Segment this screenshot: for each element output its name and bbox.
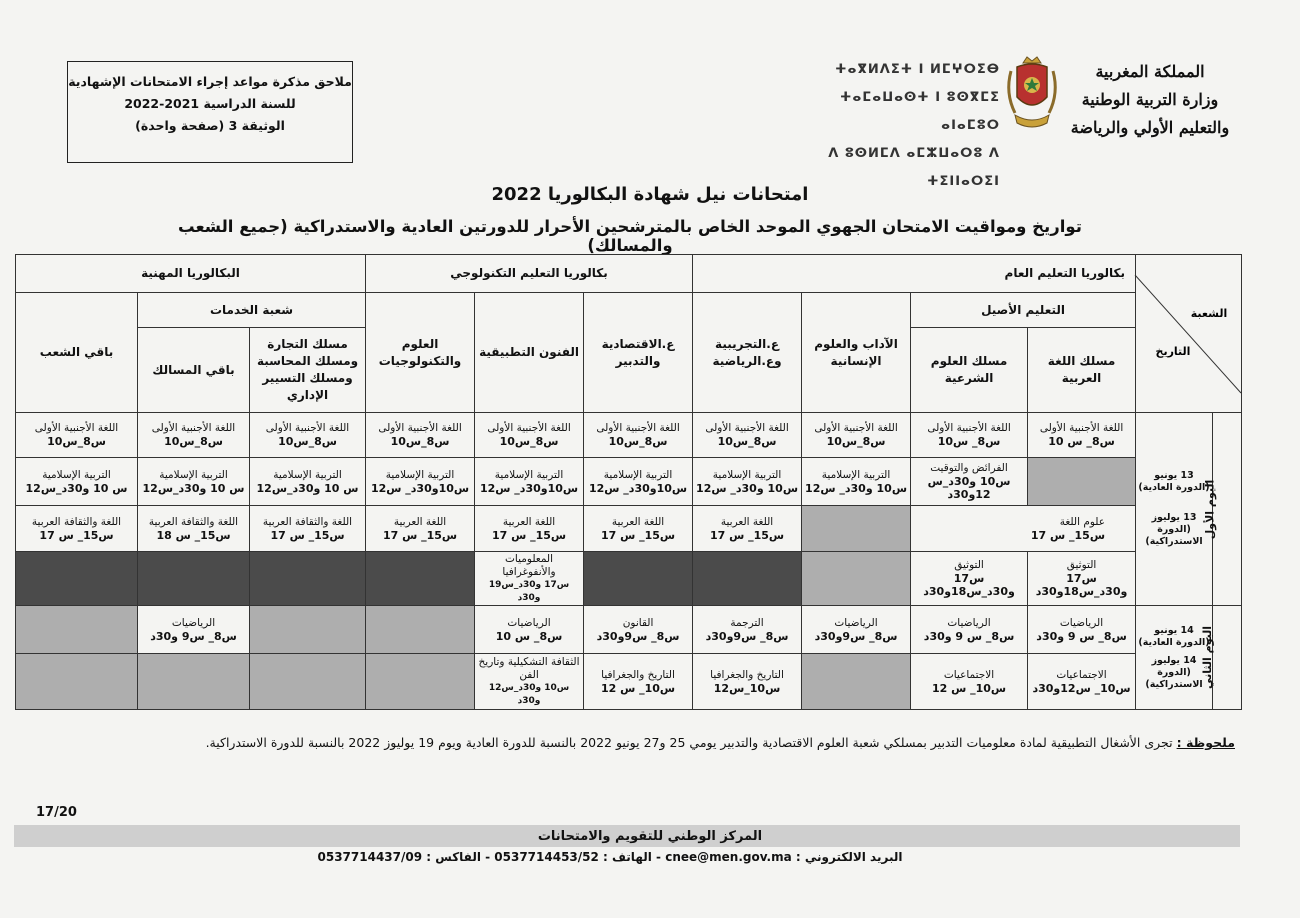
empty-shaded-cell — [16, 606, 138, 654]
subject: الفرائض والتوقيت — [930, 462, 1008, 474]
time: س 10 و30د_س12 — [25, 481, 128, 495]
subject: اللغة الأجنبية الأولى — [705, 422, 789, 434]
table-cell — [475, 654, 584, 710]
table-cell — [802, 606, 911, 654]
time: س 10 و30د_س12 — [256, 481, 359, 495]
table-cell — [475, 606, 584, 654]
empty-shaded-cell — [802, 506, 911, 552]
group-general: بكالوريا التعليم العام — [693, 255, 1136, 293]
subject: التربية الإسلامية — [821, 468, 891, 481]
subject: التربية الإسلامية — [42, 468, 111, 481]
empty-shaded-cell — [802, 552, 911, 606]
table-cell — [584, 413, 693, 458]
time: س10_ س12و30د — [1032, 681, 1131, 695]
ar-line-1: المملكة المغربية — [1095, 62, 1205, 81]
subject: الثقافة التشكيلية وتاريخ الفن — [478, 655, 580, 681]
time: س8_س10 — [499, 435, 559, 448]
table-cell — [584, 506, 693, 552]
empty-dark-cell — [584, 552, 693, 606]
table-cell — [1028, 413, 1136, 458]
tz-line-2: ⵜⴰⵎⴰⵡⴰⵙⵜ ⵏ ⵓⵙⴳⵎⵉ ⴰⵏⴰⵎⵓⵔ — [839, 90, 1000, 133]
ar-line-2: وزارة التربية الوطنية — [1081, 90, 1219, 109]
ministry-name-tifinagh — [820, 56, 1000, 196]
table-row — [16, 552, 1242, 606]
time: س8_ س 9 و30د — [923, 629, 1015, 643]
subject: اللغة الأجنبية الأولى — [487, 422, 571, 434]
table-cell — [475, 413, 584, 458]
subject: التاريخ والجغرافيا — [710, 668, 784, 681]
subject: اللغة الأجنبية الأولى — [596, 422, 680, 434]
col-header-5: ع.الاقتصادية والتدبير — [584, 293, 693, 413]
time: س15_ س 17 — [709, 528, 785, 542]
table-cell — [693, 606, 802, 654]
table-cell — [475, 552, 584, 606]
empty-shaded-cell — [802, 654, 911, 710]
time: س15_ س 17 — [270, 528, 345, 542]
col-header-3: الآداب والعلوم الإنسانية — [802, 293, 911, 413]
time: س8_س10 — [826, 435, 886, 448]
time: س10 و30د_س 12و30د — [927, 475, 1011, 501]
empty-shaded-cell — [366, 606, 475, 654]
empty-dark-cell — [138, 552, 250, 606]
note-text: تجرى الأشغال التطبيقية لمادة معلوميات التدبير بمسلكي شعبة العلوم الاقتصادية والتدبير يومي 25 و27 يونيو 2022 بالنسبة للدورة العادية ويوم 19 يوليوز 2022 بالنسبة للدورة الاستدراكية. — [205, 735, 1173, 750]
table-cell — [138, 506, 250, 552]
empty-dark-cell — [366, 552, 475, 606]
document-info-box — [67, 61, 353, 163]
col-header-8: مسلك التجارة ومسلك المحاسبة ومسلك التسيير الإداري — [250, 328, 366, 413]
subject: اللغة الأجنبية الأولى — [1039, 422, 1124, 434]
subject: الترجمة — [730, 616, 764, 629]
table-cell — [366, 506, 475, 552]
day1-label-cell — [1202, 413, 1242, 606]
table-row — [16, 654, 1242, 710]
subject: الاجتماعيات — [1056, 668, 1107, 681]
time: س8_ س 10 — [495, 629, 563, 643]
time: س15_ س 17 — [1030, 528, 1106, 542]
subject: اللغة العربية — [393, 515, 447, 528]
table-cell — [911, 413, 1028, 458]
subject: التربية الإسلامية — [385, 468, 455, 481]
table-cell — [584, 606, 693, 654]
time: س15_ س 17 — [600, 528, 676, 542]
table-cell — [250, 506, 366, 552]
time: س8_س10 — [47, 435, 106, 448]
table-cell — [1028, 552, 1136, 606]
time: س10_س12 — [713, 681, 781, 695]
time: س8_ س9و30د — [705, 629, 789, 643]
note — [55, 733, 1235, 753]
subject: التربية الإسلامية — [712, 468, 782, 481]
time: س15_ س 17 — [39, 528, 114, 542]
table-cell — [1028, 606, 1136, 654]
subject: اللغة الأجنبية الأولى — [151, 422, 236, 434]
time: س10 و30د_ س12 — [696, 481, 798, 495]
table-cell — [475, 458, 584, 506]
info-line-2: للسنة الدراسية 2021-2022 — [124, 96, 296, 111]
page-number: 17/20 — [36, 805, 77, 820]
subject: الرياضيات — [947, 616, 991, 629]
corner-bottom-label: التاريخ — [1155, 344, 1191, 358]
time: س15_ س 17 — [491, 528, 567, 542]
table-cell — [693, 413, 802, 458]
subject: اللغة الأجنبية الأولى — [34, 422, 119, 434]
tz-line-1: ⵜⴰⴳⵍⴷⵉⵜ ⵏ ⵍⵎⵖⵔⵉⴱ — [835, 62, 1000, 77]
table-cell — [802, 413, 911, 458]
day1-date-makeup: 13 يوليوز (الدورة الاستدراكية) — [1145, 512, 1203, 547]
time: س15_ س 17 — [382, 528, 458, 542]
day2-date-regular: 14 يونيو (الدورة العادية) — [1138, 624, 1210, 648]
note-label: ملحوظة : — [1176, 735, 1235, 750]
subject: اللغة العربية — [502, 515, 556, 528]
subject: الرياضيات — [171, 616, 216, 629]
table-cell — [250, 458, 366, 506]
corner-top-label: الشعبة — [1190, 306, 1228, 320]
subject: اللغة العربية — [720, 515, 774, 528]
subject: الرياضيات — [1059, 616, 1104, 629]
page-title: امتحانات نيل شهادة البكالوريا 2022 — [491, 184, 809, 205]
time: س10_ س 12 — [931, 681, 1007, 695]
time: س10 و30د_ س12 — [805, 481, 907, 495]
time: س 10 و30د_س12 — [142, 481, 245, 495]
col-header-7: العلوم والتكنولوجيات — [366, 293, 475, 413]
time: س10 و30د_س12 و30د — [488, 682, 570, 706]
time: س8_ س 10 — [1048, 435, 1115, 448]
time: س8_ س9و30د — [814, 629, 898, 643]
subject: التربية الإسلامية — [273, 468, 342, 481]
table-cell — [693, 458, 802, 506]
col-header-6: الفنون التطبيقية — [475, 293, 584, 413]
subject: التربية الإسلامية — [494, 468, 564, 481]
subject: اللغة الأجنبية الأولى — [378, 422, 462, 434]
time: س8_ س9و30د — [596, 629, 680, 643]
empty-shaded-cell — [366, 654, 475, 710]
empty-shaded-cell — [1028, 458, 1136, 506]
time: س10_ س 12 — [600, 681, 676, 695]
table-cell — [693, 654, 802, 710]
day1-label: اليوم الأول — [1202, 479, 1216, 539]
table-cell — [16, 458, 138, 506]
subject: اللغة والثقافة العربية — [148, 515, 239, 528]
time: س8_س10 — [278, 435, 337, 448]
table-cell — [16, 413, 138, 458]
day1-date-regular: 13 يونيو (الدورة العادية) — [1138, 470, 1210, 493]
subgroup-aseel: التعليم الأصيل — [911, 293, 1136, 328]
table-cell — [250, 413, 366, 458]
col-header-1: مسلك اللغة العربية — [1028, 328, 1136, 413]
group-vocational: البكالوريا المهنية — [16, 255, 366, 293]
time: س10و30د_ س12 — [588, 481, 688, 495]
subject: اللغة والثقافة العربية — [262, 515, 353, 528]
subject: التاريخ والجغرافيا — [601, 668, 675, 681]
empty-dark-cell — [250, 552, 366, 606]
subject: التوثيق — [1066, 559, 1097, 571]
info-line-3: الوثيقة 3 (صفحة واحدة) — [135, 118, 285, 133]
table-cell — [911, 506, 1136, 552]
time: س8_س10 — [164, 435, 223, 448]
subject: القانون — [622, 616, 654, 629]
table-cell — [584, 458, 693, 506]
empty-shaded-cell — [250, 654, 366, 710]
empty-shaded-cell — [250, 606, 366, 654]
table-cell — [584, 654, 693, 710]
day2-label: اليوم الثاني — [1201, 626, 1215, 689]
subject: اللغة الأجنبية الأولى — [814, 422, 898, 434]
subject: اللغة الأجنبية الأولى — [927, 422, 1011, 434]
col-header-4: ع.التجريبية وع.الرياضية — [693, 293, 802, 413]
table-cell — [138, 413, 250, 458]
subject: التربية الإسلامية — [603, 468, 673, 481]
table-row — [16, 506, 1242, 552]
subject: اللغة والثقافة العربية — [31, 515, 122, 528]
corner-cell — [1136, 255, 1242, 413]
time: س17 و30د_س18و30د — [1035, 572, 1128, 598]
table-cell — [911, 606, 1028, 654]
footer-contact: البريد الالكتروني : cnee@men.gov.ma - الهاتف : 0537714453/52 - الفاكس : 0537714437/09 — [317, 850, 903, 864]
table-cell — [693, 506, 802, 552]
table-cell — [475, 506, 584, 552]
footer-organization: المركز الوطني للتقويم والامتحانات — [537, 829, 763, 844]
time: س8_ س 9 و30د — [1036, 629, 1127, 643]
time: س17 و30د_س18و30د — [923, 572, 1015, 598]
time: س8_ س10 — [937, 435, 1001, 448]
table-row — [16, 413, 1242, 458]
time: س10و30د_ س12 — [370, 481, 470, 495]
schedule-table — [15, 254, 1242, 710]
col-header-9: باقي المسالك — [138, 328, 250, 413]
subject: اللغة العربية — [611, 515, 665, 528]
subject: اللغة الأجنبية الأولى — [265, 422, 350, 434]
subject: علوم اللغة — [1059, 515, 1106, 528]
group-technological: بكالوريا التعليم التكنولوجي — [366, 255, 693, 293]
subject: التربية الإسلامية — [159, 468, 228, 481]
table-cell — [802, 458, 911, 506]
subject: المعلوميات والأنفوغرافيا — [502, 552, 556, 578]
time: س17 و30د_س19 و30د — [488, 579, 570, 603]
subject: الاجتماعيات — [943, 668, 995, 681]
table-cell — [366, 458, 475, 506]
table-row — [16, 458, 1242, 506]
table-row — [16, 606, 1242, 654]
time: س8_ س9 و30د — [150, 629, 237, 643]
time: س8_س10 — [390, 435, 450, 448]
tz-line-3: ⴷ ⵓⵙⵍⵎⴷ ⴰⵎⵣⵡⴰⵔⵓ ⴷ ⵜⵉⵏⵏⴰⵔⵉⵏ — [828, 146, 1000, 189]
empty-shaded-cell — [16, 654, 138, 710]
table-cell — [911, 654, 1028, 710]
table-cell — [16, 506, 138, 552]
col-header-10: باقي الشعب — [16, 293, 138, 413]
empty-dark-cell — [16, 552, 138, 606]
ministry-name-arabic — [1060, 58, 1240, 142]
day2-label-cell — [1201, 606, 1242, 710]
day2-date-makeup: 14 يوليوز (الدورة الاستدراكية) — [1145, 654, 1203, 690]
table-cell — [1028, 654, 1136, 710]
empty-dark-cell — [693, 552, 802, 606]
time: س8_س10 — [717, 435, 777, 448]
empty-shaded-cell — [138, 654, 250, 710]
time: س15_ س 18 — [156, 528, 231, 542]
table-cell — [138, 458, 250, 506]
info-line-1: ملاحق مذكرة مواعد إجراء الامتحانات الإشهادية — [68, 74, 352, 89]
subject: الرياضيات — [507, 616, 551, 629]
col-header-2: مسلك العلوم الشرعية — [911, 328, 1028, 413]
time: س10و30د_ س12 — [479, 481, 579, 495]
table-cell — [911, 458, 1028, 506]
table-cell — [138, 606, 250, 654]
table-cell — [366, 413, 475, 458]
subject: الرياضيات — [834, 616, 878, 629]
subgroup-services: شعبة الخدمات — [138, 293, 366, 328]
table-cell — [911, 552, 1028, 606]
coat-of-arms-icon — [1003, 53, 1061, 143]
ar-line-3: والتعليم الأولي والرياضة — [1070, 118, 1230, 137]
subject: التوثيق — [954, 559, 984, 571]
time: س8_س10 — [608, 435, 668, 448]
page-subtitle: تواريخ ومواقيت الامتحان الجهوي الموحد الخاص بالمترشحين الأحرار للدورتين العادية والاستدراكية (جميع الشعب والمسالك) — [178, 217, 1082, 255]
